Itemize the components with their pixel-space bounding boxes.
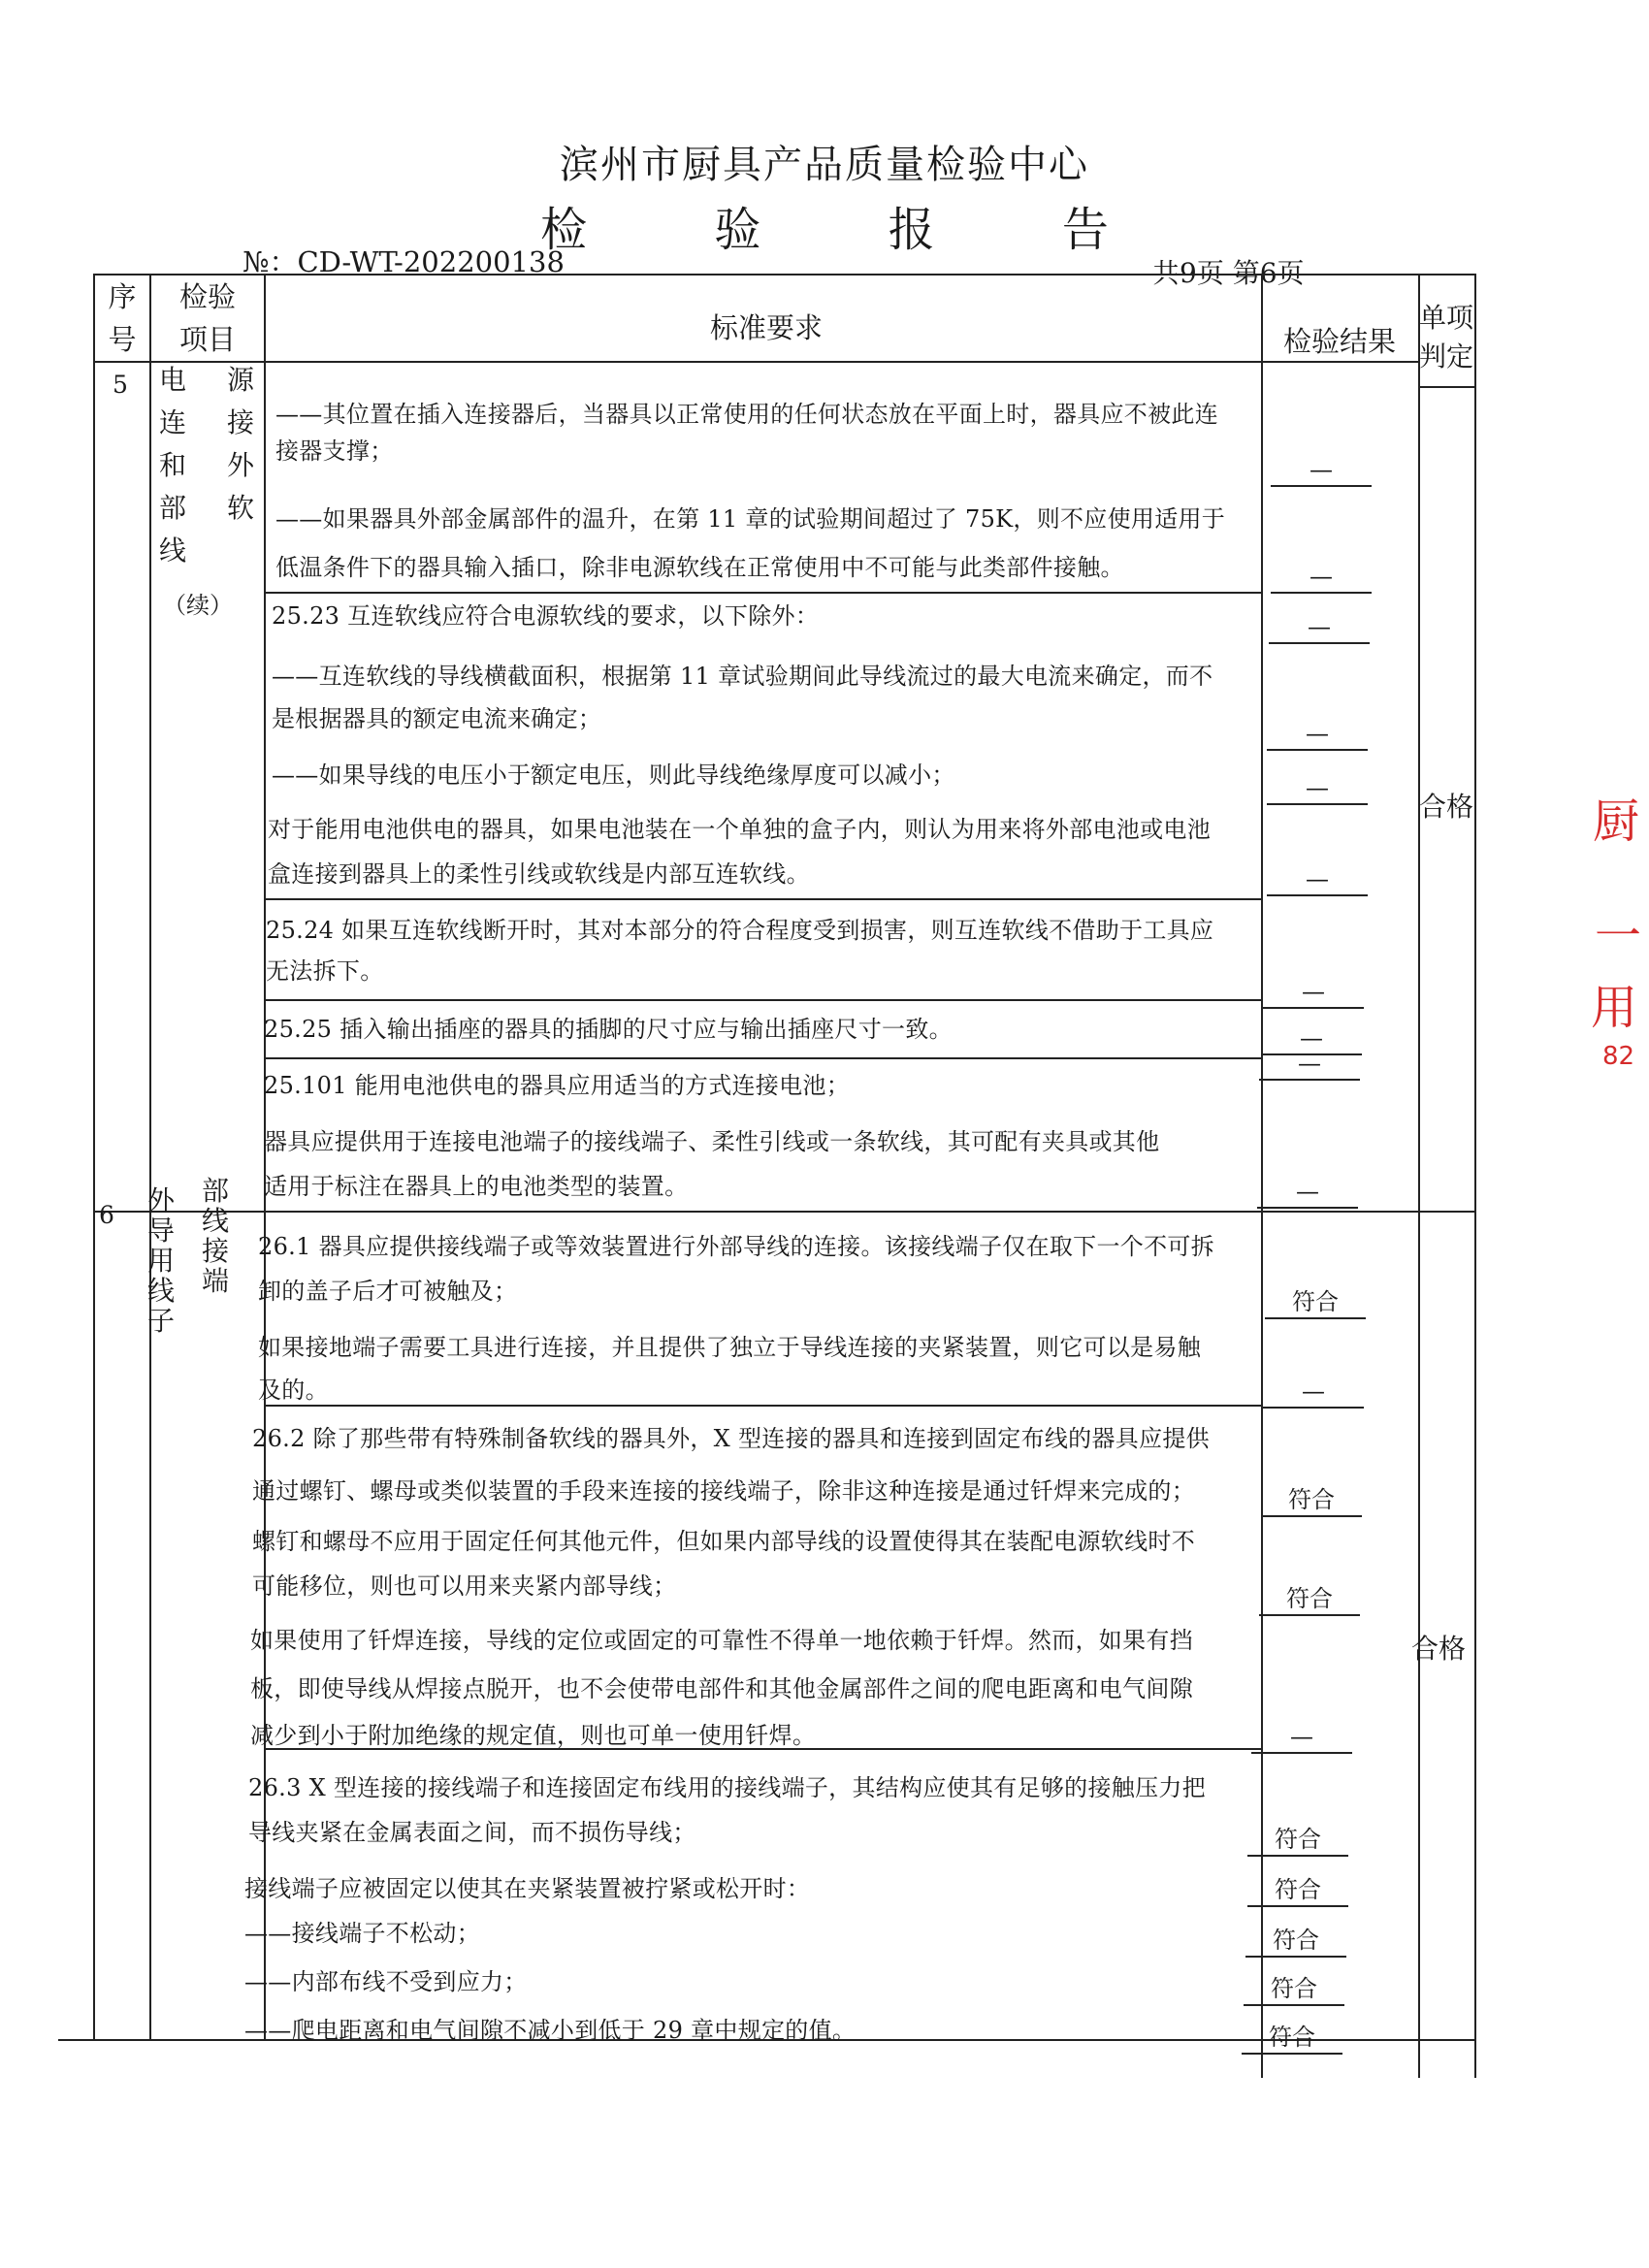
item-continued: （续） — [163, 592, 233, 619]
requirement-line: 26.2 除了那些带有特殊制备软线的器具外，X 型连接的器具和连接到固定布线的器具应提供 — [252, 1425, 1210, 1452]
header-requirement: 标准要求 — [709, 311, 823, 344]
requirement-line: 对于能用电池供电的器具，如果电池装在一个单独的盒子内，则认为用来将外部电池或电池 — [268, 816, 1211, 843]
seal-fragment: 一 — [1595, 909, 1642, 963]
result-value: — — [1267, 772, 1368, 805]
result-value: — — [1257, 1176, 1358, 1209]
requirement-line: 接线端子应被固定以使其在夹紧装置被拧紧或松开时： — [244, 1875, 811, 1902]
result-value: — — [1267, 718, 1368, 751]
requirement-line: 25.25 插入输出插座的器具的插脚的尺寸应与输出插座尺寸一致。 — [264, 1016, 953, 1043]
requirement-line: 螺钉和螺母不应用于固定任何其他元件，但如果内部导线的设置使得其在装配电源软线时不 — [252, 1528, 1195, 1555]
requirement-line: 盒连接到器具上的柔性引线或软线是内部互连软线。 — [268, 860, 810, 888]
header-verdict: 单项 判定 — [1418, 302, 1473, 373]
requirement-line: 接器支撑； — [275, 437, 394, 465]
requirement-line: ——互连软线的导线横截面积，根据第 11 章试验期间此导线流过的最大电流来确定，而不 — [272, 663, 1213, 690]
result-value: — — [1267, 863, 1368, 896]
requirement-line: 是根据器具的额定电流来确定； — [272, 705, 602, 732]
requirement-line: 减少到小于附加绝缘的规定值，则也可单一使用钎焊。 — [250, 1722, 817, 1749]
requirement-line: 导线夹紧在金属表面之间，而不损伤导线； — [248, 1819, 696, 1846]
result-value: 符合 — [1265, 1286, 1366, 1319]
result-value: 符合 — [1261, 1484, 1362, 1517]
result-value: — — [1251, 1721, 1352, 1754]
item-name: 电 源 连 接 和 外 部 软 线 — [159, 364, 254, 567]
header-item: 检验 项目 — [178, 280, 236, 356]
result-value: 符合 — [1244, 1973, 1344, 2006]
verdict-value: 合格 — [1410, 1633, 1466, 1665]
row-seq: 6 — [99, 1201, 114, 1229]
requirement-line: 26.1 器具应提供接线端子或等效装置进行外部导线的连接。该接线端子仅在取下一个不可拆 — [258, 1233, 1214, 1260]
result-value: 符合 — [1247, 1824, 1348, 1857]
requirement-line: ——如果器具外部金属部件的温升，在第 11 章的试验期间超过了 75K，则不应使用适用于 — [275, 505, 1226, 533]
requirement-line: 及的。 — [258, 1377, 329, 1404]
requirement-line: 25.101 能用电池供电的器具应用适当的方式连接电池； — [264, 1072, 851, 1099]
requirement-line: 25.24 如果互连软线断开时，其对本部分的符合程度受到损害，则互连软线不借助于工具应 — [266, 917, 1214, 944]
requirement-line: ——接线端子不松动； — [244, 1920, 480, 1947]
requirement-line: ——其位置在插入连接器后，当器具以正常使用的任何状态放在平面上时，器具应不被此连 — [275, 401, 1218, 428]
org-title: 滨州市厨具产品质量检验中心 — [560, 143, 1089, 187]
document-number: №：CD-WT-202200138 — [242, 245, 565, 278]
header-seq: 序 号 — [108, 280, 137, 356]
requirement-line: ——爬电距离和电气间隙不减小到低于 29 章中规定的值。 — [244, 2017, 857, 2044]
result-value: — — [1263, 1376, 1364, 1409]
requirement-line: ——如果导线的电压小于额定电压，则此导线绝缘厚度可以减小； — [272, 761, 955, 789]
result-value: — — [1263, 976, 1364, 1009]
requirement-line: 板，即使导线从焊接点脱开，也不会使带电部件和其他金属部件之间的爬电距离和电气间隙 — [250, 1675, 1193, 1702]
seal-fragment: 82 — [1602, 1042, 1635, 1071]
requirement-line: 适用于标注在器具上的电池类型的装置。 — [264, 1173, 689, 1200]
requirement-line: 器具应提供用于连接电池端子的接线端子、柔性引线或一条软线，其可配有夹具或其他 — [264, 1128, 1160, 1155]
result-value: — — [1259, 1048, 1360, 1081]
requirement-line: ——内部布线不受到应力； — [244, 1968, 528, 1995]
requirement-line: 无法拆下。 — [266, 957, 384, 985]
verdict-value: 合格 — [1418, 791, 1473, 823]
result-value: 符合 — [1259, 1583, 1360, 1616]
requirement-line: 26.3 X 型连接的接线端子和连接固定布线用的接线端子，其结构应使其有足够的接触压力把 — [248, 1774, 1206, 1801]
row-seq: 5 — [113, 371, 128, 399]
header-result: 检验结果 — [1282, 325, 1396, 358]
result-value: 符合 — [1242, 2022, 1342, 2055]
requirement-line: 如果使用了钎焊连接，导线的定位或固定的可靠性不得单一地依赖于钎焊。然而，如果有挡 — [250, 1627, 1193, 1654]
seal-fragment: 用 — [1591, 981, 1638, 1035]
requirement-line: 低温条件下的器具输入插口，除非电源软线在正常使用中不可能与此类部件接触。 — [275, 554, 1124, 581]
requirement-line: 通过螺钉、螺母或类似装置的手段来连接的接线端子，除非这种连接是通过钎焊来完成的； — [252, 1477, 1195, 1505]
result-value: — — [1271, 454, 1372, 487]
result-value: — — [1271, 561, 1372, 594]
result-value: 符合 — [1245, 1925, 1346, 1958]
requirement-line: 卸的盖子后才可被触及； — [258, 1278, 518, 1305]
report-title: 检 验 报 告 — [540, 203, 1165, 257]
seal-fragment: 厨 — [1593, 794, 1640, 849]
result-value: — — [1269, 611, 1370, 644]
requirement-line: 可能移位，则也可以用来夹紧内部导线； — [252, 1572, 677, 1600]
result-value: 符合 — [1247, 1874, 1348, 1907]
requirement-line: 如果接地端子需要工具进行连接，并且提供了独立于导线连接的夹紧装置，则它可以是易触 — [258, 1334, 1201, 1361]
requirement-line: 25.23 互连软线应符合电源软线的要求，以下除外： — [272, 602, 820, 630]
page-info: 共9页 第6页 — [1152, 257, 1305, 289]
result-value: — — [1261, 1022, 1362, 1055]
